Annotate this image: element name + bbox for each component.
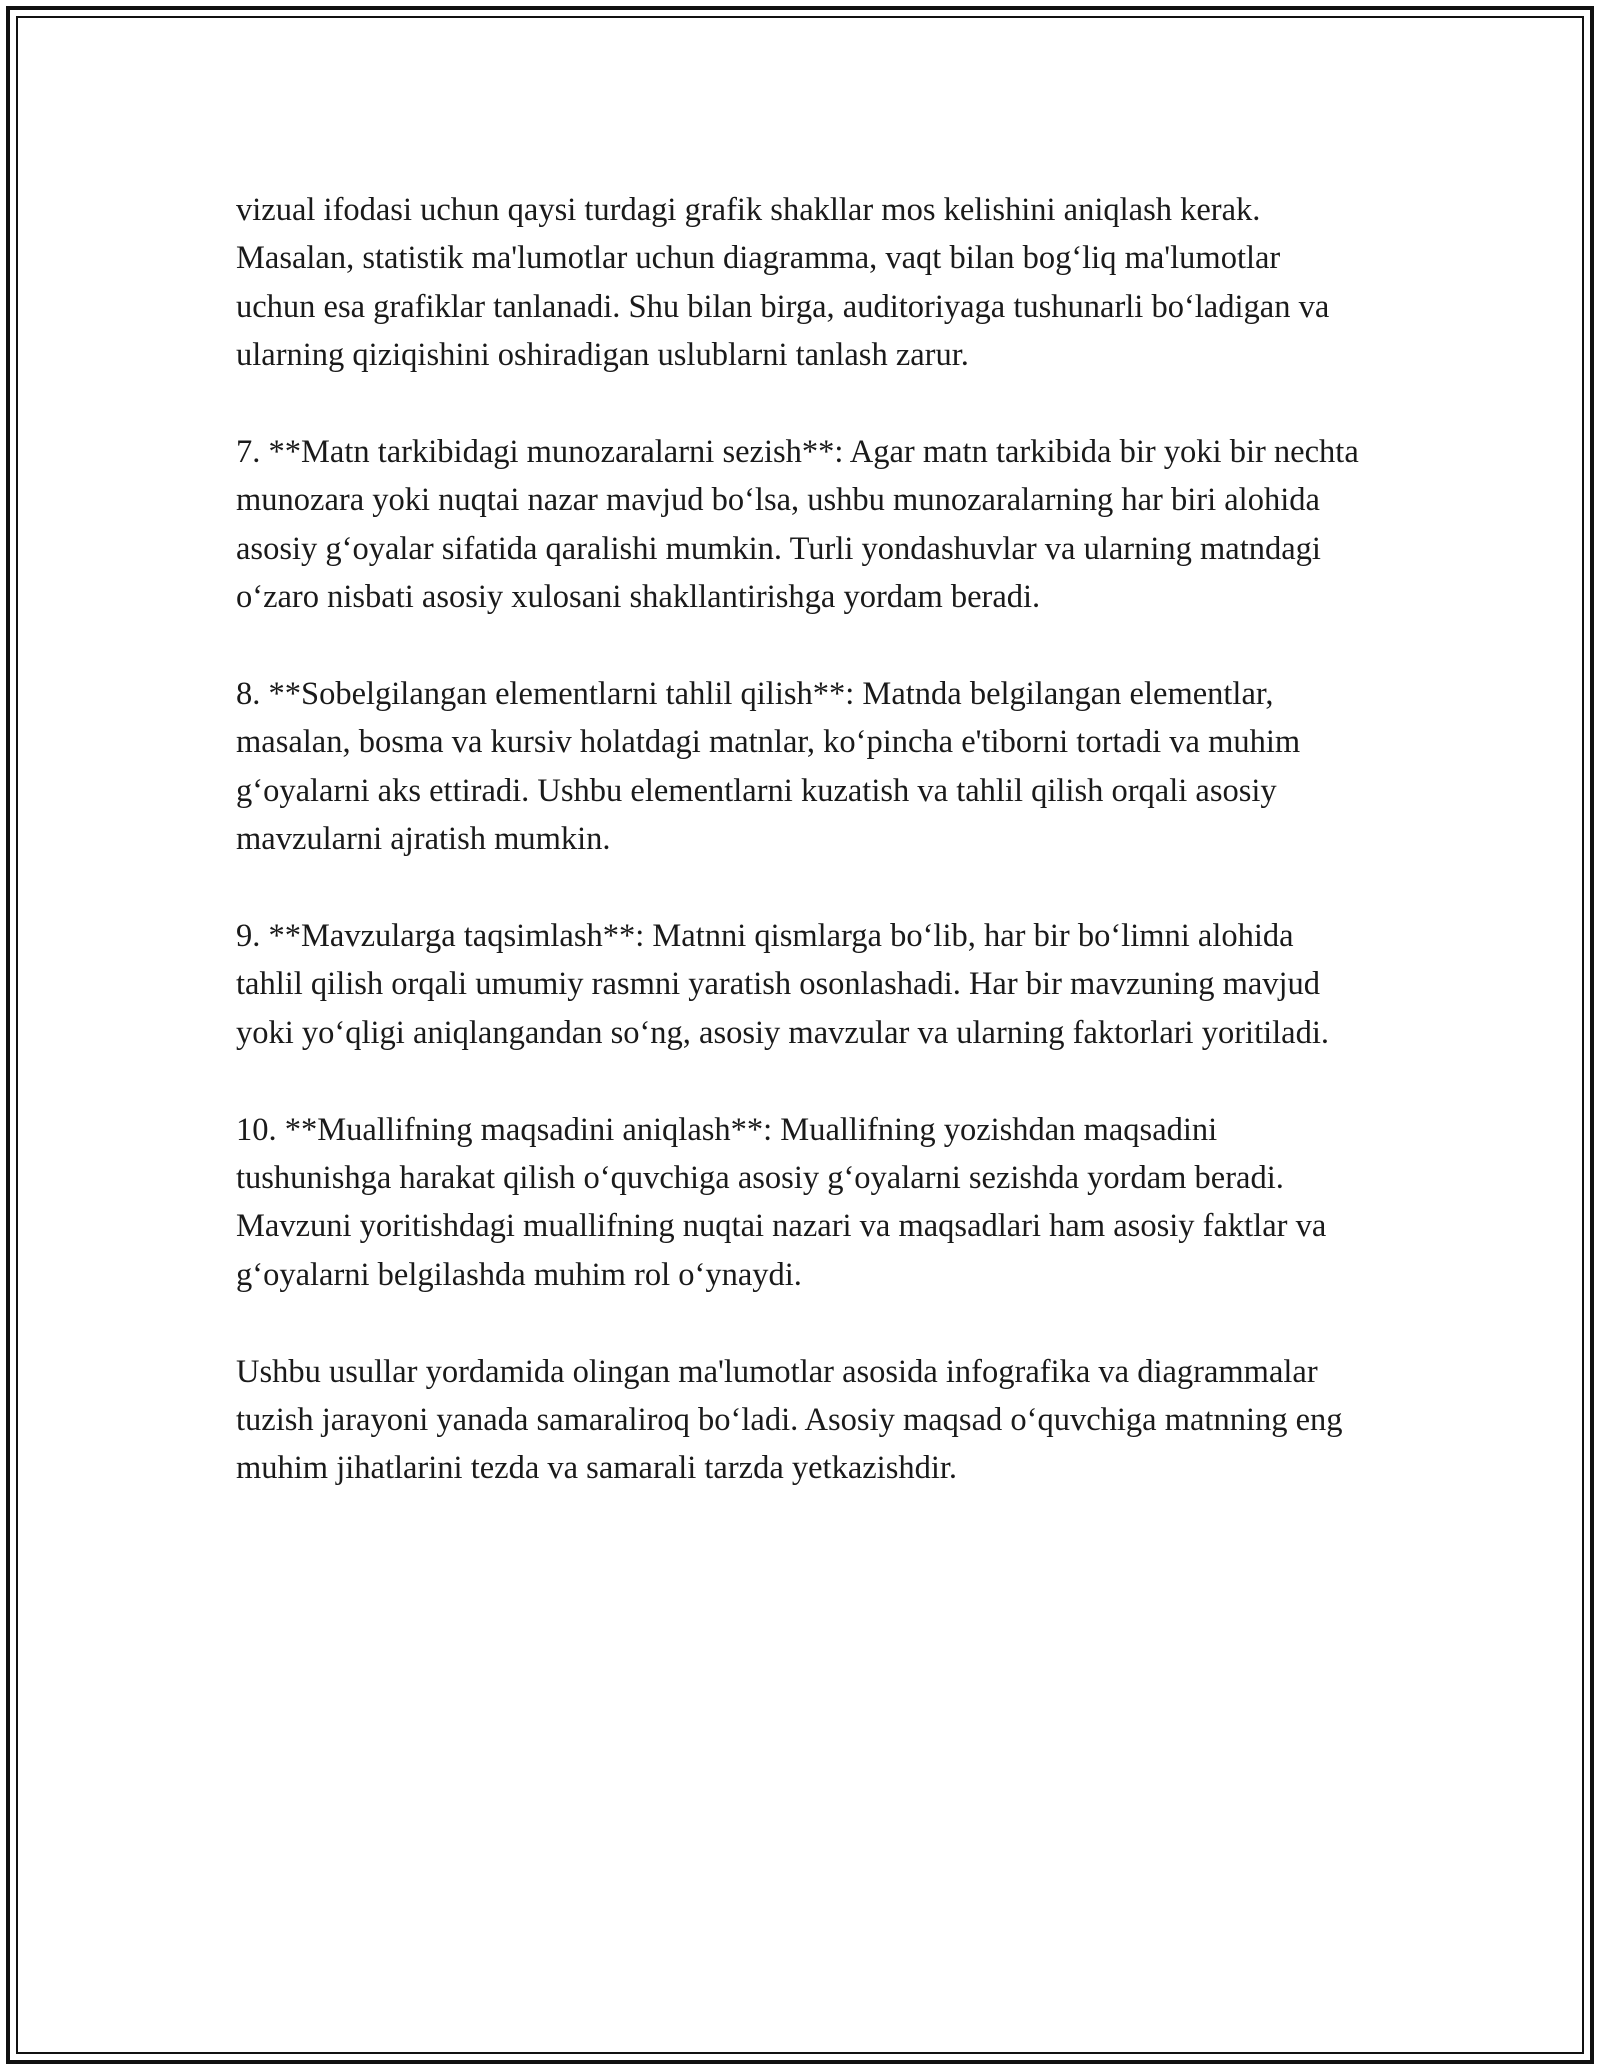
paragraph-item-10: 10. **Muallifning maqsadini aniqlash**: Muallifning yozishdan maqsadini tushunishga harakat qilish o‘quvchiga asosiy g‘oyalarni sezishda yordam beradi. Mavzuni yoritishdagi muallifning nuqtai nazari va maqsadlari ham asosiy faktlar va g‘oyalarni belgilashda muhim rol o‘ynaydi. — [236, 1111, 1335, 1293]
document-body — [236, 186, 1367, 1493]
paragraph-item-8: 8. **Sobelgilangan elementlarni tahlil qilish**: Matnda belgilangan elementlar, masalan, bosma va kursiv holatdagi matnlar, ko‘pincha e'tiborni tortadi va muhim g‘oyalarni aks ettiradi. Ushbu elementlarni kuzatish va tahlil qilish orqali asosiy mavzularni ajratish mumkin. — [236, 676, 1309, 858]
paragraph-intro-continuation: vizual ifodasi uchun qaysi turdagi grafik shakllar mos kelishini aniqlash kerak. Masalan, statistik ma'lumotlar uchun diagramma, vaqt bilan bog‘liq ma'lumotlar uchun esa grafiklar tanlanadi. Shu bilan birga, auditoriyaga tushunarli bo‘ladigan va ularning qiziqishini oshiradigan uslublarni tanlash zarur. — [236, 192, 1338, 374]
paragraph-conclusion: Ushbu usullar yordamida olingan ma'lumotlar asosida infografika va diagrammalar tuzish jarayoni yanada samaraliroq bo‘ladi. Asosiy maqsad o‘quvchiga matnning eng muhim jihatlarini tezda va samarali tarzda yetkazishdir. — [236, 1353, 1351, 1487]
paragraph-item-9: 9. **Mavzularga taqsimlash**: Matnni qismlarga bo‘lib, har bir bo‘limni alohida tahlil qilish orqali umumiy rasmni yaratish osonlashadi. Har bir mavzuning mavjud yoki yo‘qligi aniqlangandan so‘ng, asosiy mavzular va ularning faktorlari yoritiladi. — [236, 918, 1329, 1051]
paragraph-item-7: 7. **Matn tarkibidagi munozaralarni sezish**: Agar matn tarkibida bir yoki bir nechta munozara yoki nuqtai nazar mavjud bo‘lsa, ushbu munozaralarning har biri alohida asosiy g‘oyalar sifatida qaralishi mumkin. Turli yondashuvlar va ularning matndagi o‘zaro nisbati asosiy xulosani shakllantirishga yordam beradi. — [236, 434, 1367, 616]
